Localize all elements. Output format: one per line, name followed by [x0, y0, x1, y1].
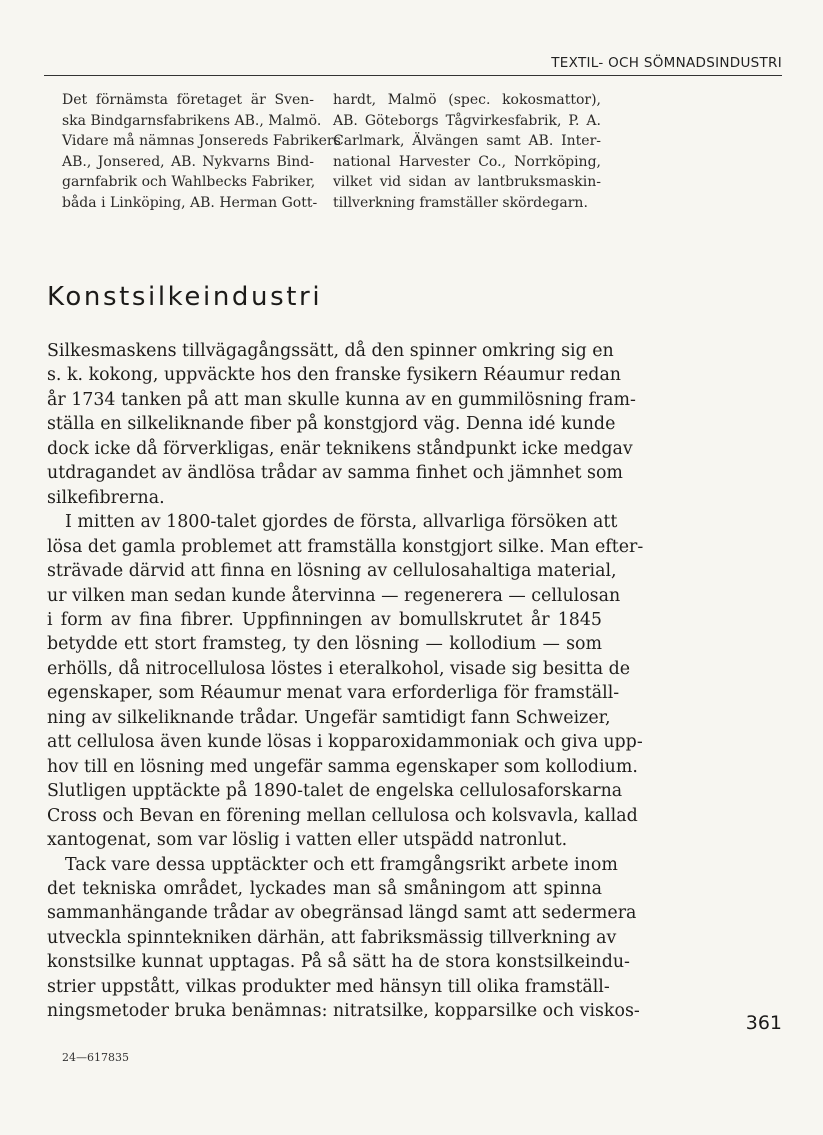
intro-right-line: tillverkning framställer skördegarn.	[333, 194, 588, 211]
body-line: Tack vare dessa upptäckter och ett framgångsrikt arbete inom	[65, 854, 618, 875]
intro-left-line: båda i Linköping, AB. Herman Gott-	[62, 194, 318, 211]
body-line: silkefibrerna.	[47, 487, 165, 508]
page-number: 361	[745, 1012, 782, 1034]
intro-left-line: Vidare må nämnas Jonsereds Fabrikers	[62, 133, 341, 150]
body-line: det tekniska området, lyckades man så småningom att spinna	[47, 878, 602, 899]
intro-left-line: ska Bindgarnsfabrikens AB., Malmö.	[62, 112, 322, 129]
body-line: lösa det gamla problemet att framställa konstgjort silke. Man efter-	[47, 536, 644, 557]
body-line: betydde ett stort framsteg, ty den lösning — kollodium — som	[47, 634, 602, 655]
body-line: sammanhängande trådar av obegränsad längd samt att sedermera	[47, 903, 637, 924]
body-line: år 1734 tanken på att man skulle kunna av en gummilösning fram-	[47, 389, 636, 410]
body-line: ställa en silkeliknande fiber på konstgjord väg. Denna idé kunde	[47, 414, 616, 435]
body-line: s. k. kokong, uppväckte hos den franske fysikern Réaumur redan	[47, 365, 622, 386]
intro-left-column	[62, 90, 341, 214]
body-line: strier uppstått, vilkas produkter med hänsyn till olika framställ-	[47, 976, 610, 997]
intro-left-line: AB., Jonsered, AB. Nykvarns Bind-	[62, 153, 314, 170]
body-line: konstsilke kunnat upptagas. På så sätt ha de stora konstsilkeindu-	[47, 952, 630, 973]
body-line: ning av silkeliknande trådar. Ungefär samtidigt fann Schweizer,	[47, 707, 611, 728]
body-line: Slutligen upptäckte på 1890-talet de engelska cellulosaforskarna	[47, 781, 623, 802]
body-line: erhölls, då nitrocellulosa löstes i eteralkohol, visade sig besitta de	[47, 658, 631, 679]
body-line: hov till en lösning med ungefär samma egenskaper som kollodium.	[47, 756, 638, 777]
intro-right-line: hardt, Malmö (spec. kokosmattor),	[333, 92, 601, 108]
intro-right-line: Carlmark, Älvängen samt AB. Inter-	[333, 133, 601, 150]
body-line: strävade därvid att finna en lösning av cellulosahaltiga material,	[47, 561, 617, 582]
intro-right-line: vilket vid sidan av lantbruksmaskin-	[333, 174, 601, 191]
intro-right-line: AB. Göteborgs Tågvirkesfabrik, P. A.	[333, 112, 601, 129]
intro-left-line: Det förnämsta företaget är Sven-	[62, 92, 314, 108]
body-line: egenskaper, som Réaumur menat vara erforderliga för framställ-	[47, 683, 620, 704]
body-line: ur vilken man sedan kunde återvinna — regenerera — cellulosan	[47, 585, 621, 606]
body-line: Cross och Bevan en förening mellan cellulosa och kolsvavla, kallad	[47, 805, 638, 826]
section-title: Konstsilkeindustri	[47, 282, 323, 312]
body-line: i form av fina fibrer. Uppfinningen av bomullskrutet år 1845	[47, 609, 602, 630]
body-line: utveckla spinntekniken därhän, att fabriksmässig tillverkning av	[47, 927, 617, 948]
body-line: att cellulosa även kunde lösas i kopparoxidammoniak och giva upp-	[47, 732, 643, 753]
section-body	[47, 339, 644, 1024]
intro-right-column	[333, 90, 601, 214]
body-line: xantogenat, som var löslig i vatten eller utspädd natronlut.	[47, 830, 568, 851]
intro-left-line: garnfabrik och Wahlbecks Fabriker,	[62, 174, 316, 191]
body-line: dock icke då förverkligas, enär teknikens ståndpunkt icke medgav	[47, 438, 633, 459]
print-code: 24—617835	[62, 1051, 129, 1064]
body-line: I mitten av 1800-talet gjordes de första, allvarliga försöken att	[65, 512, 618, 533]
intro-right-line: national Harvester Co., Norrköping,	[333, 153, 601, 170]
body-line: ningsmetoder bruka benämnas: nitratsilke, kopparsilke och viskos-	[47, 1001, 640, 1022]
body-line: utdragandet av ändlösa trådar av samma finhet och jämnhet som	[47, 463, 623, 484]
body-line: Silkesmaskens tillvägagångssätt, då den spinner omkring sig en	[47, 341, 614, 361]
running-header: TEXTIL- OCH SÖMNADSINDUSTRI	[551, 55, 782, 71]
header-rule	[44, 75, 782, 76]
